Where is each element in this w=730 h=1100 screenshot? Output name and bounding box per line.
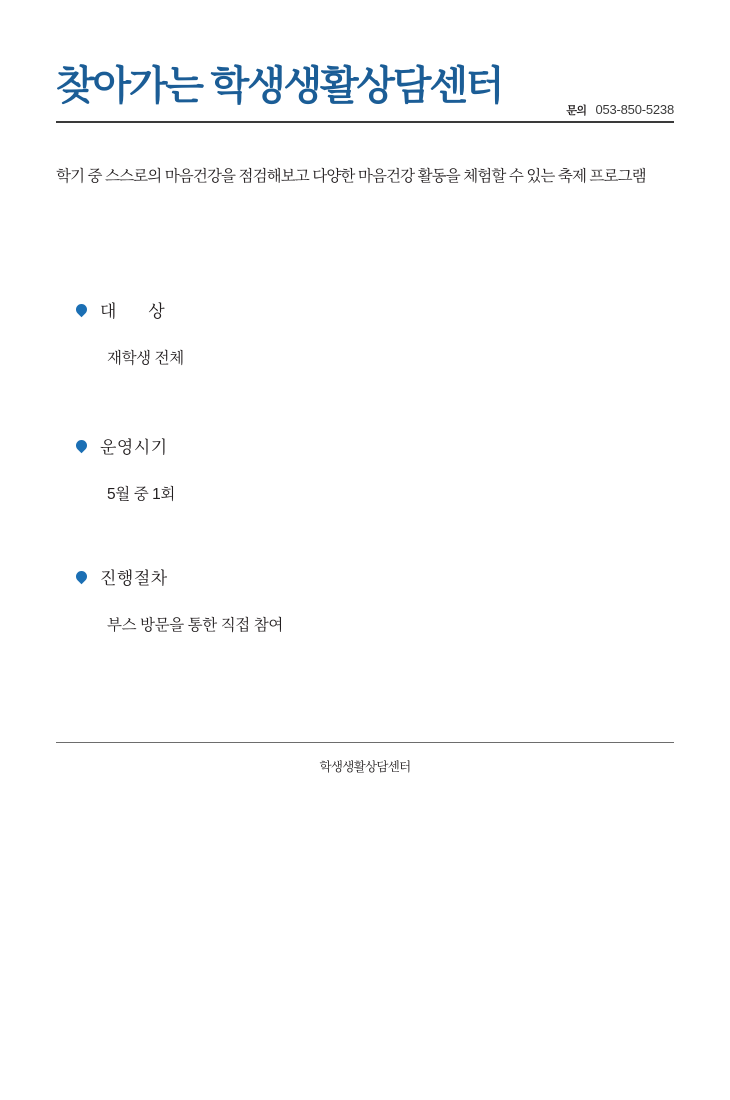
contact-label: 문의 [566,105,587,117]
section-header [76,565,666,587]
section-title: 대 상 [100,301,166,321]
document-header [56,60,674,122]
footer-organization: 학생생활상담센터 [319,760,411,774]
footer-divider [56,742,674,743]
diamond-bullet-icon [74,301,90,317]
section-procedure [76,565,666,635]
diamond-bullet-icon [74,568,90,584]
section-title: 운영시기 [100,437,168,457]
section-body: 부스 방문을 통한 직접 참여 [107,617,283,634]
section-title: 진행절차 [100,568,168,588]
contact-phone-number: 053-850-5238 [595,102,674,117]
page-title: 찾아가는 학생생활상담센터 [56,64,503,108]
section-header [76,434,666,456]
diamond-bullet-icon [74,437,90,453]
contact-info [566,102,674,118]
section-header [76,298,666,320]
header-divider [56,121,674,123]
section-target [76,298,666,368]
intro-paragraph: 학기 중 스스로의 마음건강을 점검해보고 다양한 마음건강 활동을 체험할 수 있는 축제 프로그램 [56,168,646,185]
section-body: 5월 중 1회 [107,486,175,503]
section-schedule [76,434,666,504]
section-body: 재학생 전체 [107,350,184,367]
